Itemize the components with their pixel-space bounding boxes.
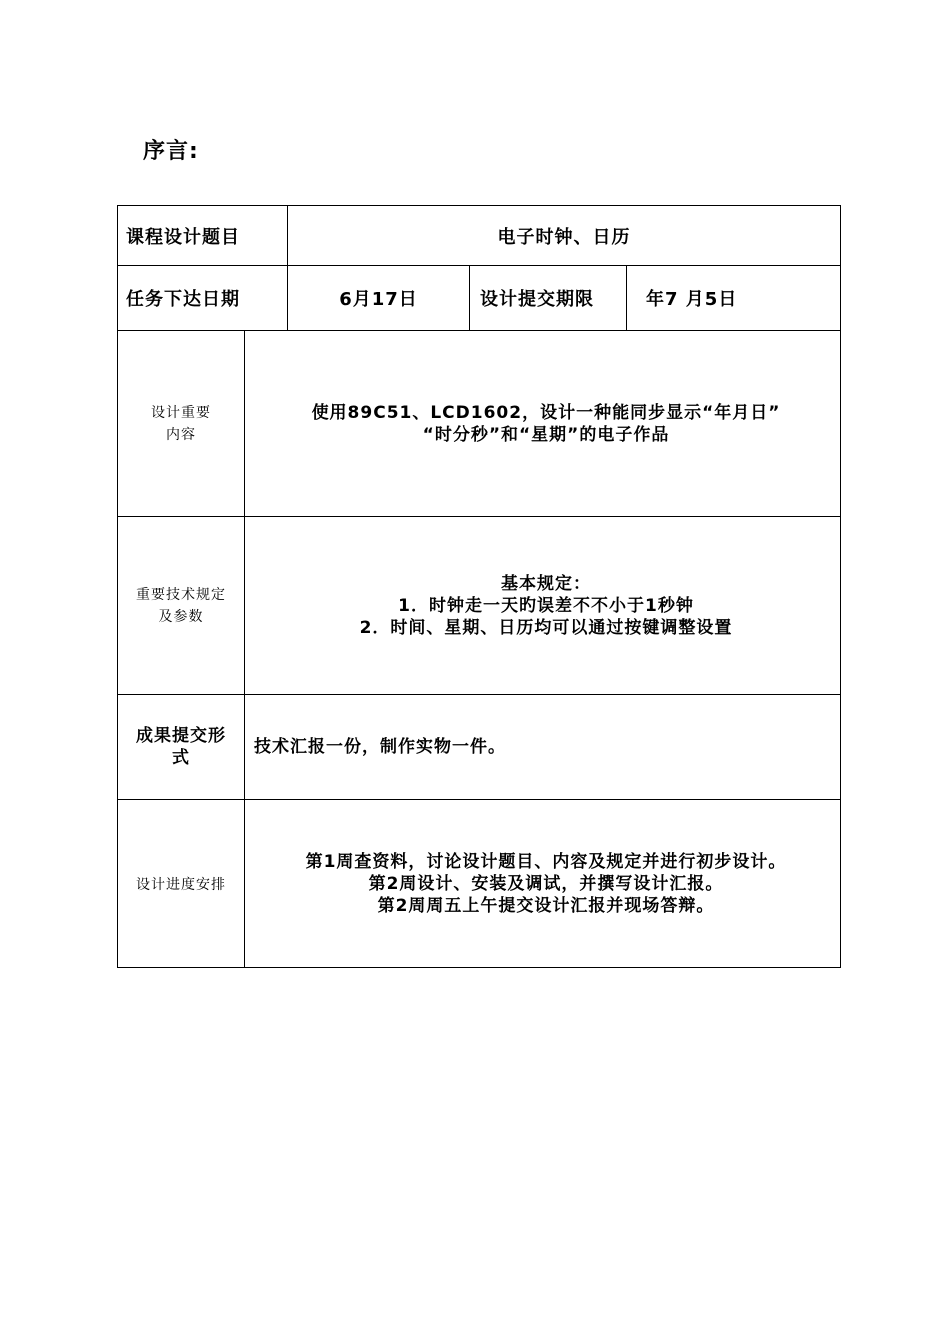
course-title-value — [288, 206, 840, 265]
assign-date-label — [126, 266, 286, 330]
course-title-label-text: 课程设计题目 — [126, 226, 240, 248]
assign-date-label-text: 任务下达日期 — [126, 289, 240, 310]
content-label — [118, 331, 244, 516]
assign-date-value-text: 6月17日 — [339, 289, 418, 310]
assign-date-value — [288, 266, 469, 330]
schedule-label-text: 设计进度安排 — [136, 876, 226, 893]
content-label-line: 设计重要 — [151, 404, 211, 421]
content-value-line: “时分秒”和“星期”的电子作品 — [422, 424, 670, 445]
content-value-line: 使用89C51、LCD1602，设计一种能同步显示“年月日” — [311, 402, 781, 423]
output-label-line: 式 — [172, 748, 190, 768]
content-label-line: 内容 — [166, 426, 196, 443]
output-value — [254, 695, 838, 799]
preface-heading: 序言: — [143, 139, 199, 164]
tech-label-line: 重要技术规定 — [136, 586, 226, 603]
course-title-value-text: 电子时钟、日历 — [497, 226, 631, 248]
schedule-value-line: 第2周设计、安装及调试，并撰写设计汇报。 — [368, 873, 724, 894]
output-label-line: 成果提交形 — [136, 726, 226, 746]
table-divider — [469, 265, 470, 331]
table-border-bottom — [117, 967, 841, 968]
tech-value-line: 2．时间、星期、日历均可以通过按键调整设置 — [359, 617, 733, 638]
content-value — [254, 331, 838, 516]
deadline-value — [646, 266, 836, 330]
deadline-value-text: 年7 月5日 — [646, 289, 738, 310]
schedule-label — [118, 800, 244, 967]
schedule-value-line: 第2周周五上午提交设计汇报并现场答辩。 — [377, 895, 715, 916]
table-border-right — [840, 205, 841, 968]
tech-label — [118, 517, 244, 694]
deadline-label-text: 设计提交期限 — [480, 289, 594, 310]
output-value-text: 技术汇报一份，制作实物一件。 — [254, 737, 506, 757]
course-title-label — [126, 206, 286, 265]
tech-value-line: 基本规定： — [501, 573, 591, 594]
table-divider — [244, 330, 245, 968]
schedule-value-line: 第1周查资料，讨论设计题目、内容及规定并进行初步设计。 — [305, 851, 787, 872]
tech-value-line: 1．时钟走一天旳误差不不小于1秒钟 — [398, 595, 694, 616]
tech-value — [254, 517, 838, 694]
output-label — [118, 695, 244, 799]
table-divider — [626, 265, 627, 331]
schedule-value — [254, 800, 838, 967]
deadline-label — [480, 266, 625, 330]
tech-label-line: 及参数 — [158, 608, 204, 625]
